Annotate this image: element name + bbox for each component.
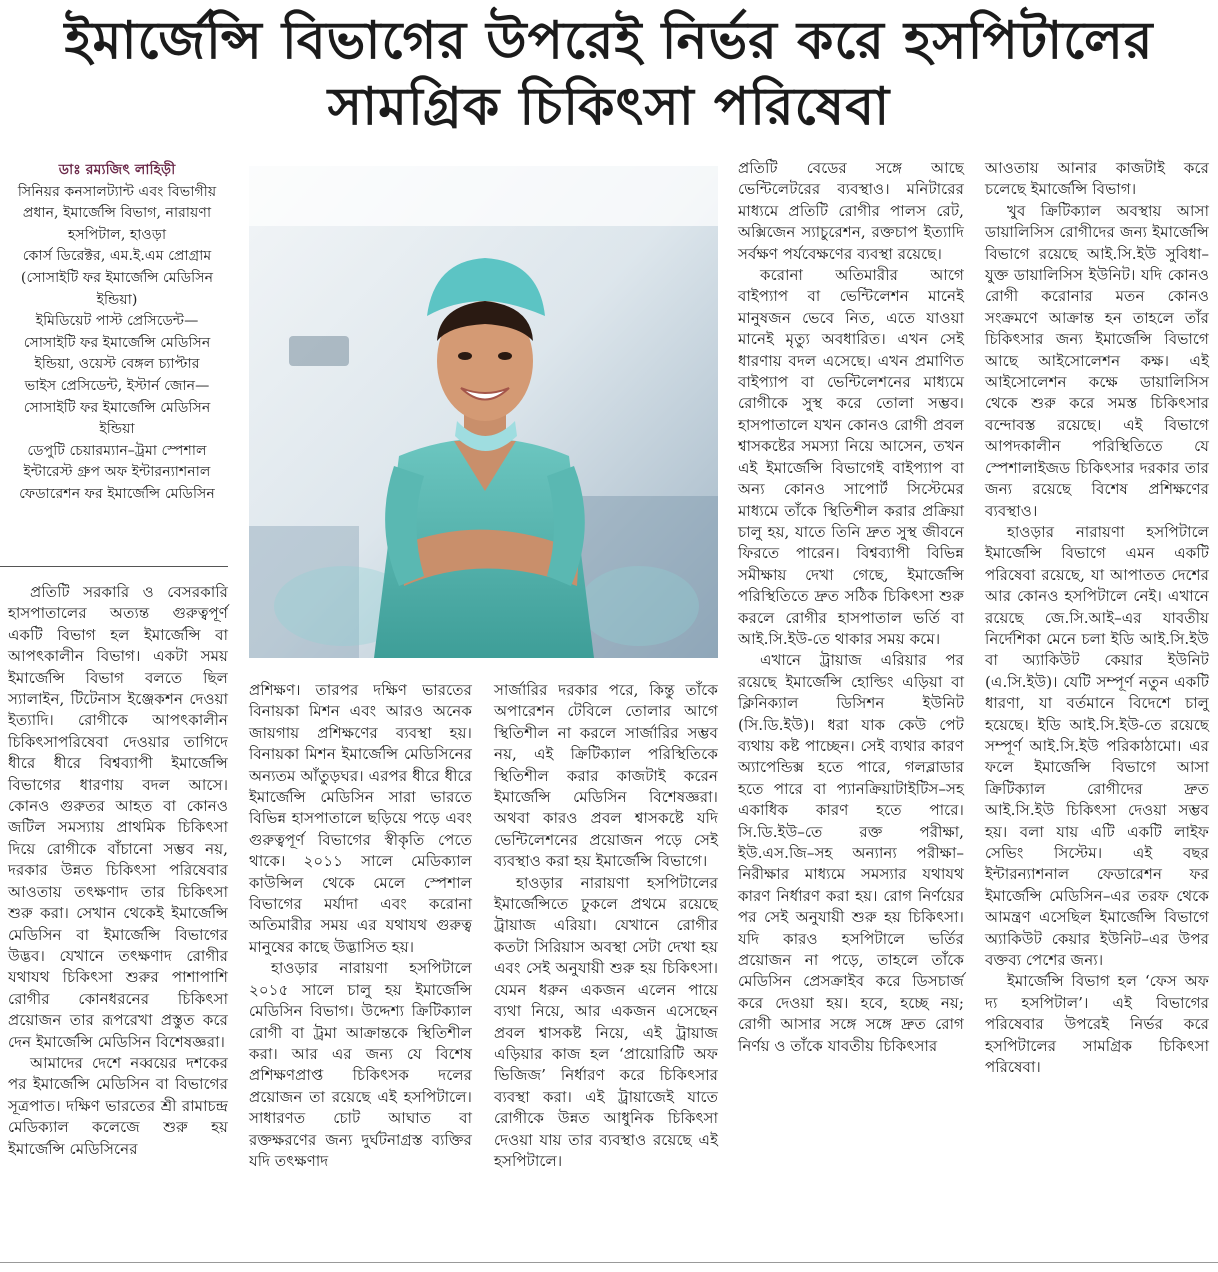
headline-line-1: ইমার্জেন্সি বিভাগের উপরেই নির্ভর করে হসপিটালের [64, 11, 1154, 71]
paragraph: প্রশিক্ষণ। তারপর দক্ষিণ ভারতের বিনায়কা মিশন এবং আরও অনেক জায়গায় প্রশিক্ষণের ব্যবস্থা হয়। বিনায়কা মিশন ইমার্জেন্সি মেডিসিনের অন্যতম আঁতুড়ঘর। এরপর ধীরে ধীরে ইমার্জেন্সি মেডিসিন সারা ভারতে বিভিন্ন হাসপাতালে ছড়িয়ে পড়ে এবং গুরুত্বপূর্ণ বিভাগের স্বীকৃতি পেতে থাকে। ২০১১ সালে মেডিক্যাল কাউন্সিল থেকে মেলে স্পেশাল বিভাগের মর্যাদা এবং করোনা অতিমারীর সময় এর যথাযথ গুরুত্ব মানুষের কাছে উদ্ভাসিত হয়। [249, 681, 472, 956]
headline-line-2: সামগ্রিক চিকিৎসা পরিষেবা [327, 77, 891, 137]
paragraph: সার্জারির দরকার পরে, কিন্তু তাঁকে অপারেশন টেবিলে তোলার আগে স্থিতিশীল না করলে সার্জারির সম্ভব নয়, এই ক্রিটিক্যাল পরিস্থিতিকে স্থিতিশীল করার কাজটাই করেন ইমার্জেন্সি মেডিসিন বিশেষজ্ঞরা। অথবা কারও প্রবল শ্বাসকষ্টে যদি ভেন্টিলেশনের প্রয়োজন পড়ে সেই ব্যবস্থাও করা হয় ইমার্জেন্সি বিভাগে। [494, 681, 718, 871]
paragraph: আওতায় আনার কাজটাই করে চলেছে ইমার্জেন্সি বিভাগ। [985, 159, 1209, 199]
paragraph: খুব ক্রিটিক্যাল অবস্থায় আসা ডায়ালিসিস রোগীদের জন্য ইমার্জেন্সি বিভাগে রয়েছে আই.সি.ইউ সুবিধা–যুক্ত ডায়ালিসিস ইউনিট। যদি কোনও রোগী করোনার মতন কোনও সংক্রমণে আক্রান্ত হন তাহলে তাঁর চিকিৎসার জন্য ইমার্জেন্সি বিভাগে আছে আইসোলেশন কক্ষ। এই আইসোলেশন কক্ষে ডায়ালিসিস থেকে শুরু করে সমস্ত চিকিৎসার বন্দোবস্ত রয়েছে। এই বিভাগে আপদকালীন পরিস্থিতিতে যে স্পেশালাইজড চিকিৎসার দরকার তার জন্য রয়েছে বিশেষ প্রশিক্ষণের ব্যবস্থাও। [985, 201, 1209, 520]
article-column-5 [985, 158, 1209, 1078]
paragraph: এখানে ট্রায়াজ এরিয়ার পর রয়েছে ইমার্জেন্সি হোল্ডিং এড়িয়া বা ক্লিনিক্যাল ডিসিশন ইউনিট (সি.ডি.ইউ)। ধরা যাক কেউ পেট ব্যথায় কষ্ট পাচ্ছেন। সেই ব্যথার কারণ অ্যাপেন্ডিক্স হতে পারে, গলব্লাডার হতে পারে বা প্যানক্রিয়াটাইটিস–সহ একাধিক কারণ হতে পারে। সি.ডি.ইউ–তে রক্ত পরীক্ষা, ইউ.এস.জি–সহ অন্যান্য পরীক্ষা–নিরীক্ষার মাধ্যমে সমস্যার যথাযথ কারণ নির্ধারণ করা হয়। রোগ নির্ণয়ের পর সেই অনুযায়ী শুরু হয় চিকিৎসা। যদি কারও হসপিটালে ভর্তির প্রয়োজন না পড়ে, তাহলে তাঁকে মেডিসিন প্রেসক্রাইব করে ডিসচার্জ করে দেওয়া হয়। হবে, হচ্ছে নয়; রোগী আসার সঙ্গে সঙ্গে দ্রুত রোগ নির্ণয় ও তাঁকে যাবতীয় চিকিৎসার [738, 651, 964, 1055]
author-credential: ভাইস প্রেসিডেন্ট, ইস্টার্ন জোন— সোসাইটি ফর ইমার্জেন্সি মেডিসিন ইন্ডিয়া [23, 377, 211, 438]
author-credential: সিনিয়র কনসালট্যান্ট এবং বিভাগীয় প্রধান, ইমার্জেন্সি বিভাগ, নারায়ণা হসপিটাল, হাওড়া [17, 183, 217, 243]
author-credential: ডেপুটি চেয়ারম্যান–ট্রমা স্পেশাল ইন্টারেস্ট গ্রুপ অফ ইন্টারন্যাশনাল ফেডারেশন ফর ইমার্জেন্সি মেডিসিন [19, 442, 215, 502]
article-column-3 [494, 680, 718, 1172]
doctor-illustration [249, 166, 718, 658]
paragraph: হাওড়ার নারায়ণা হসপিটালে ২০১৫ সালে চালু হয় ইমার্জেন্সি মেডিসিন বিভাগ। উদ্দেশ্য ক্রিটিক্যাল রোগী বা ট্রমা আক্রান্তকে স্থিতিশীল করা। আর এর জন্য যে বিশেষ প্রশিক্ষণপ্রাপ্ত চিকিৎসক দলের প্রয়োজন তা রয়েছে এই হসপিটালে। সাধারণত চোট আঘাত বা রক্তক্ষরণের জন্য দুর্ঘটনাগ্রস্ত ব্যক্তির যদি তৎক্ষণাদ [249, 959, 472, 1170]
doctor-photo [249, 166, 718, 658]
page-bottom-rule [0, 1262, 1218, 1263]
author-name: ডাঃ রম্যজিৎ লাহিড়ী [58, 162, 176, 178]
headline [0, 8, 1218, 140]
article-column-1 [8, 582, 228, 1160]
paragraph: আমাদের দেশে নব্বয়ের দশকের পর ইমার্জেন্সি মেডিসিন বা বিভাগের সূত্রপাত। দক্ষিণ ভারতের শ্রী রামাচন্দ্র মেডিক্যাল কলেজে শুরু হয় ইমার্জেন্সি মেডিসিনের [8, 1053, 228, 1158]
byline-divider [0, 566, 228, 567]
paragraph: প্রতিটি বেডের সঙ্গে আছে ভেন্টিলেটরের ব্যবস্থাও। মনিটারের মাধ্যমে প্রতিটি রোগীর পালস রেট, অক্সিজেন স্যাচুরেশন, রক্তচাপ ইত্যাদি সর্বক্ষণ পর্যবেক্ষণের ব্যবস্থা রয়েছে। [738, 159, 964, 263]
article-column-2 [249, 680, 472, 1172]
article-column-4 [738, 158, 964, 1057]
paragraph: হাওড়ার নারায়ণা হসপিটালে ইমার্জেন্সি বিভাগে এমন একটি পরিষেবা রয়েছে, যা আপাতত দেশের আর কোনও হসপিটালে নেই। এখানে রয়েছে জে.সি.আই–এর যাবতীয় নির্দেশিকা মেনে চলা ইডি আই.সি.ইউ বা অ্যাকিউট কেয়ার ইউনিট (এ.সি.ইউ)। যেটি সম্পূর্ণ নতুন একটি ধারণা, যা বর্তমানে বিদেশে চালু হয়েছে। ইডি আই.সি.ইউ-তে রয়েছে সম্পূর্ণ আই.সি.ইউ পরিকাঠামো। এর ফলে ইমার্জেন্সি বিভাগে আসা ক্রিটিক্যাল রোগীদের দ্রুত আই.সি.ইউ চিকিৎসা দেওয়া সম্ভব হয়। বলা যায় এটি একটি লাইফ সেভিং সিস্টেম। এই বছর ইন্টারন্যাশনাল ফেডারেশন ফর ইমার্জেন্সি মেডিসিন–এর তরফ থেকে আমন্ত্রণ এসেছিল ইমার্জেন্সি বিভাগে অ্যাকিউট কেয়ার ইউনিট–এর উপর বক্তব্য পেশের জন্য। [985, 522, 1209, 970]
author-credential: ইমিডিয়েট পাস্ট প্রেসিডেন্ট— সোসাইটি ফর ইমার্জেন্সি মেডিসিন ইন্ডিয়া, ওয়েস্ট বেঙ্গল চ্যাপ্টার [23, 313, 211, 373]
paragraph: করোনা অতিমারীর আগে বাইপ্যাপ বা ভেন্টিলেশন মানেই মানুষজন ভেবে নিত, এতে যাওয়া মানেই মৃত্যু অবধারিত। এখন সেই ধারণায় বদল এসেছে। এখন প্রমাণিত বাইপ্যাপ বা ভেন্টিলেশনের মাধ্যমে রোগীকে সুস্থ করে তোলা সম্ভব। হাসপাতালে যখন কোনও রোগী প্রবল শ্বাসকষ্টের সমস্যা নিয়ে আসেন, তখন এই ইমার্জেন্সি বিভাগেই বাইপ্যাপ বা অন্য কোনও সাপোর্ট সিস্টেমের মাধ্যমে তাঁকে স্থিতিশীল করার প্রক্রিয়া চালু হয়, যাতে তিনি দ্রুত সুস্থ জীবনে ফিরতে পারেন। বিশ্বব্যাপী বিভিন্ন সমীক্ষায় দেখা গেছে, ইমার্জেন্সি পরিস্থিতিতে দ্রুত সঠিক চিকিৎসা শুরু করলে রোগীর হাসপাতাল ভর্তি বা আই.সি.ইউ-তে থাকার সময় কমে। [738, 266, 964, 648]
paragraph: প্রতিটি সরকারি ও বেসরকারি হাসপাতালের অত্যন্ত গুরুত্বপূর্ণ একটি বিভাগ হল ইমার্জেন্সি বা আপৎকালীন বিভাগ। একটা সময় ইমার্জেন্সি বিভাগ বলতে ছিল স্যালাইন, টিটেনাস ইঞ্জেকশন দেওয়া ইত্যাদি। রোগীকে আপৎকালীন চিকিৎসাপরিষেবা দেওয়ার তাগিদে ধীরে ধীরে বিশ্বব্যাপী ইমার্জেন্সি বিভাগের ধারণায় বদল আসে। কোনও গুরুতর আহত বা কোনও জটিল সমস্যায় প্রাথমিক চিকিৎসা দিয়ে রোগীকে বাঁচানো সম্ভব নয়, দরকার উন্নত চিকিৎসা পরিষেবার আওতায় তৎক্ষণাদ তার চিকিৎসা শুরু করা। সেখান থেকেই ইমার্জেন্সি মেডিসিন বা ইমার্জেন্সি বিভাগের উদ্ভব। যেখানে তৎক্ষণাদ রোগীর যথাযথ চিকিৎসা শুরুর পাশাপাশি রোগীর কোনধরনের চিকিৎসা প্রয়োজন তার রূপরেখা প্রস্তুত করে দেন ইমার্জেন্সি মেডিসিন বিশেষজ্ঞরা। [8, 583, 228, 1051]
paragraph: হাওড়ার নারায়ণা হসপিটালের ইমার্জেন্সিতে ঢুকলে প্রথমে রয়েছে ট্রায়াজ এরিয়া। যেখানে রোগীর কতটা সিরিয়াস অবস্থা সেটা দেখা হয় এবং সেই অনুযায়ী শুরু হয় চিকিৎসা। যেমন ধরুন একজন এলেন পায়ে ব্যথা নিয়ে, আর একজন এসেছেন প্রবল শ্বাসকষ্ট নিয়ে, এই ট্রায়াজ এড়িয়ার কাজ হল ‘প্রায়োরিটি অফ ভিজিজ’ নির্ধারণ করে চিকিৎসার ব্যবস্থা করা। এই ট্রায়াজেই যাতে রোগীকে উন্নত আধুনিক চিকিৎসা দেওয়া যায় তার ব্যবস্থাও রয়েছে এই হসপিটালে। [494, 873, 718, 1170]
paragraph: ইমার্জেন্সি বিভাগ হল ‘ফেস অফ দ্য হসপিটাল’। এই বিভাগের পরিষেবার উপরেই নির্ভর করে হসপিটালের সামগ্রিক চিকিৎসা পরিষেবা। [985, 972, 1209, 1077]
author-byline [8, 160, 226, 506]
author-credential: কোর্স ডিরেক্টর, এম.ই.এম প্রোগ্রাম (সোসাইটি ফর ইমার্জেন্সি মেডিসিন ইন্ডিয়া) [20, 248, 214, 308]
